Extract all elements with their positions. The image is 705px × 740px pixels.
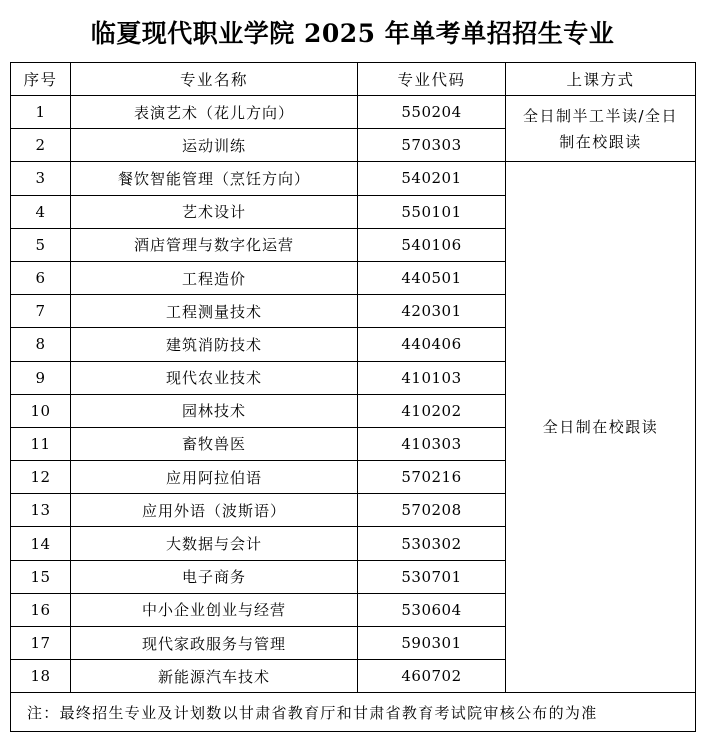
cell-seq: 3 [11,162,71,195]
cell-mode-group1: 全日制半工半读/全日制在校跟读 [506,96,696,162]
cell-code: 440406 [358,328,506,361]
cell-name: 酒店管理与数字化运营 [71,228,358,261]
cell-code: 570216 [358,461,506,494]
cell-seq: 15 [11,560,71,593]
cell-code: 460702 [358,660,506,693]
majors-table [10,62,696,732]
cell-code: 410103 [358,361,506,394]
cell-seq: 1 [11,96,71,129]
header-code: 专业代码 [358,63,506,96]
cell-seq: 18 [11,660,71,693]
cell-name: 艺术设计 [71,195,358,228]
cell-code: 530302 [358,527,506,560]
cell-seq: 13 [11,494,71,527]
cell-name: 园林技术 [71,394,358,427]
header-mode: 上课方式 [506,63,696,96]
cell-code: 570208 [358,494,506,527]
cell-code: 420301 [358,295,506,328]
cell-seq: 6 [11,261,71,294]
cell-seq: 10 [11,394,71,427]
cell-code: 410202 [358,394,506,427]
cell-seq: 9 [11,361,71,394]
footnote: 注：最终招生专业及计划数以甘肃省教育厅和甘肃省教育考试院审核公布的为准 [11,693,696,732]
cell-seq: 16 [11,593,71,626]
cell-name: 运动训练 [71,129,358,162]
cell-seq: 17 [11,627,71,660]
cell-code: 550204 [358,96,506,129]
cell-code: 540201 [358,162,506,195]
cell-name: 大数据与会计 [71,527,358,560]
cell-name: 现代家政服务与管理 [71,627,358,660]
cell-name: 应用阿拉伯语 [71,461,358,494]
cell-mode-group2: 全日制在校跟读 [506,162,696,693]
cell-code: 410303 [358,427,506,460]
cell-seq: 2 [11,129,71,162]
table-row [11,96,696,129]
table-body [11,96,696,732]
cell-code: 570303 [358,129,506,162]
cell-name: 应用外语（波斯语） [71,494,358,527]
table-header-row [11,63,696,96]
cell-code: 550101 [358,195,506,228]
cell-code: 590301 [358,627,506,660]
cell-name: 工程造价 [71,261,358,294]
cell-name: 工程测量技术 [71,295,358,328]
cell-seq: 12 [11,461,71,494]
cell-name: 电子商务 [71,560,358,593]
cell-name: 表演艺术（花儿方向） [71,96,358,129]
cell-name: 建筑消防技术 [71,328,358,361]
cell-seq: 5 [11,228,71,261]
cell-seq: 4 [11,195,71,228]
table-row [11,162,696,195]
cell-seq: 11 [11,427,71,460]
cell-name: 现代农业技术 [71,361,358,394]
header-seq: 序号 [11,63,71,96]
cell-seq: 7 [11,295,71,328]
cell-code: 540106 [358,228,506,261]
cell-name: 畜牧兽医 [71,427,358,460]
cell-code: 530701 [358,560,506,593]
cell-code: 440501 [358,261,506,294]
header-name: 专业名称 [71,63,358,96]
page-title: 临夏现代职业学院 2025 年单考单招招生专业 [90,19,615,48]
cell-seq: 14 [11,527,71,560]
cell-name: 新能源汽车技术 [71,660,358,693]
cell-name: 餐饮智能管理（烹饪方向） [71,162,358,195]
cell-name: 中小企业创业与经营 [71,593,358,626]
cell-seq: 8 [11,328,71,361]
note-row [11,693,696,732]
cell-code: 530604 [358,593,506,626]
